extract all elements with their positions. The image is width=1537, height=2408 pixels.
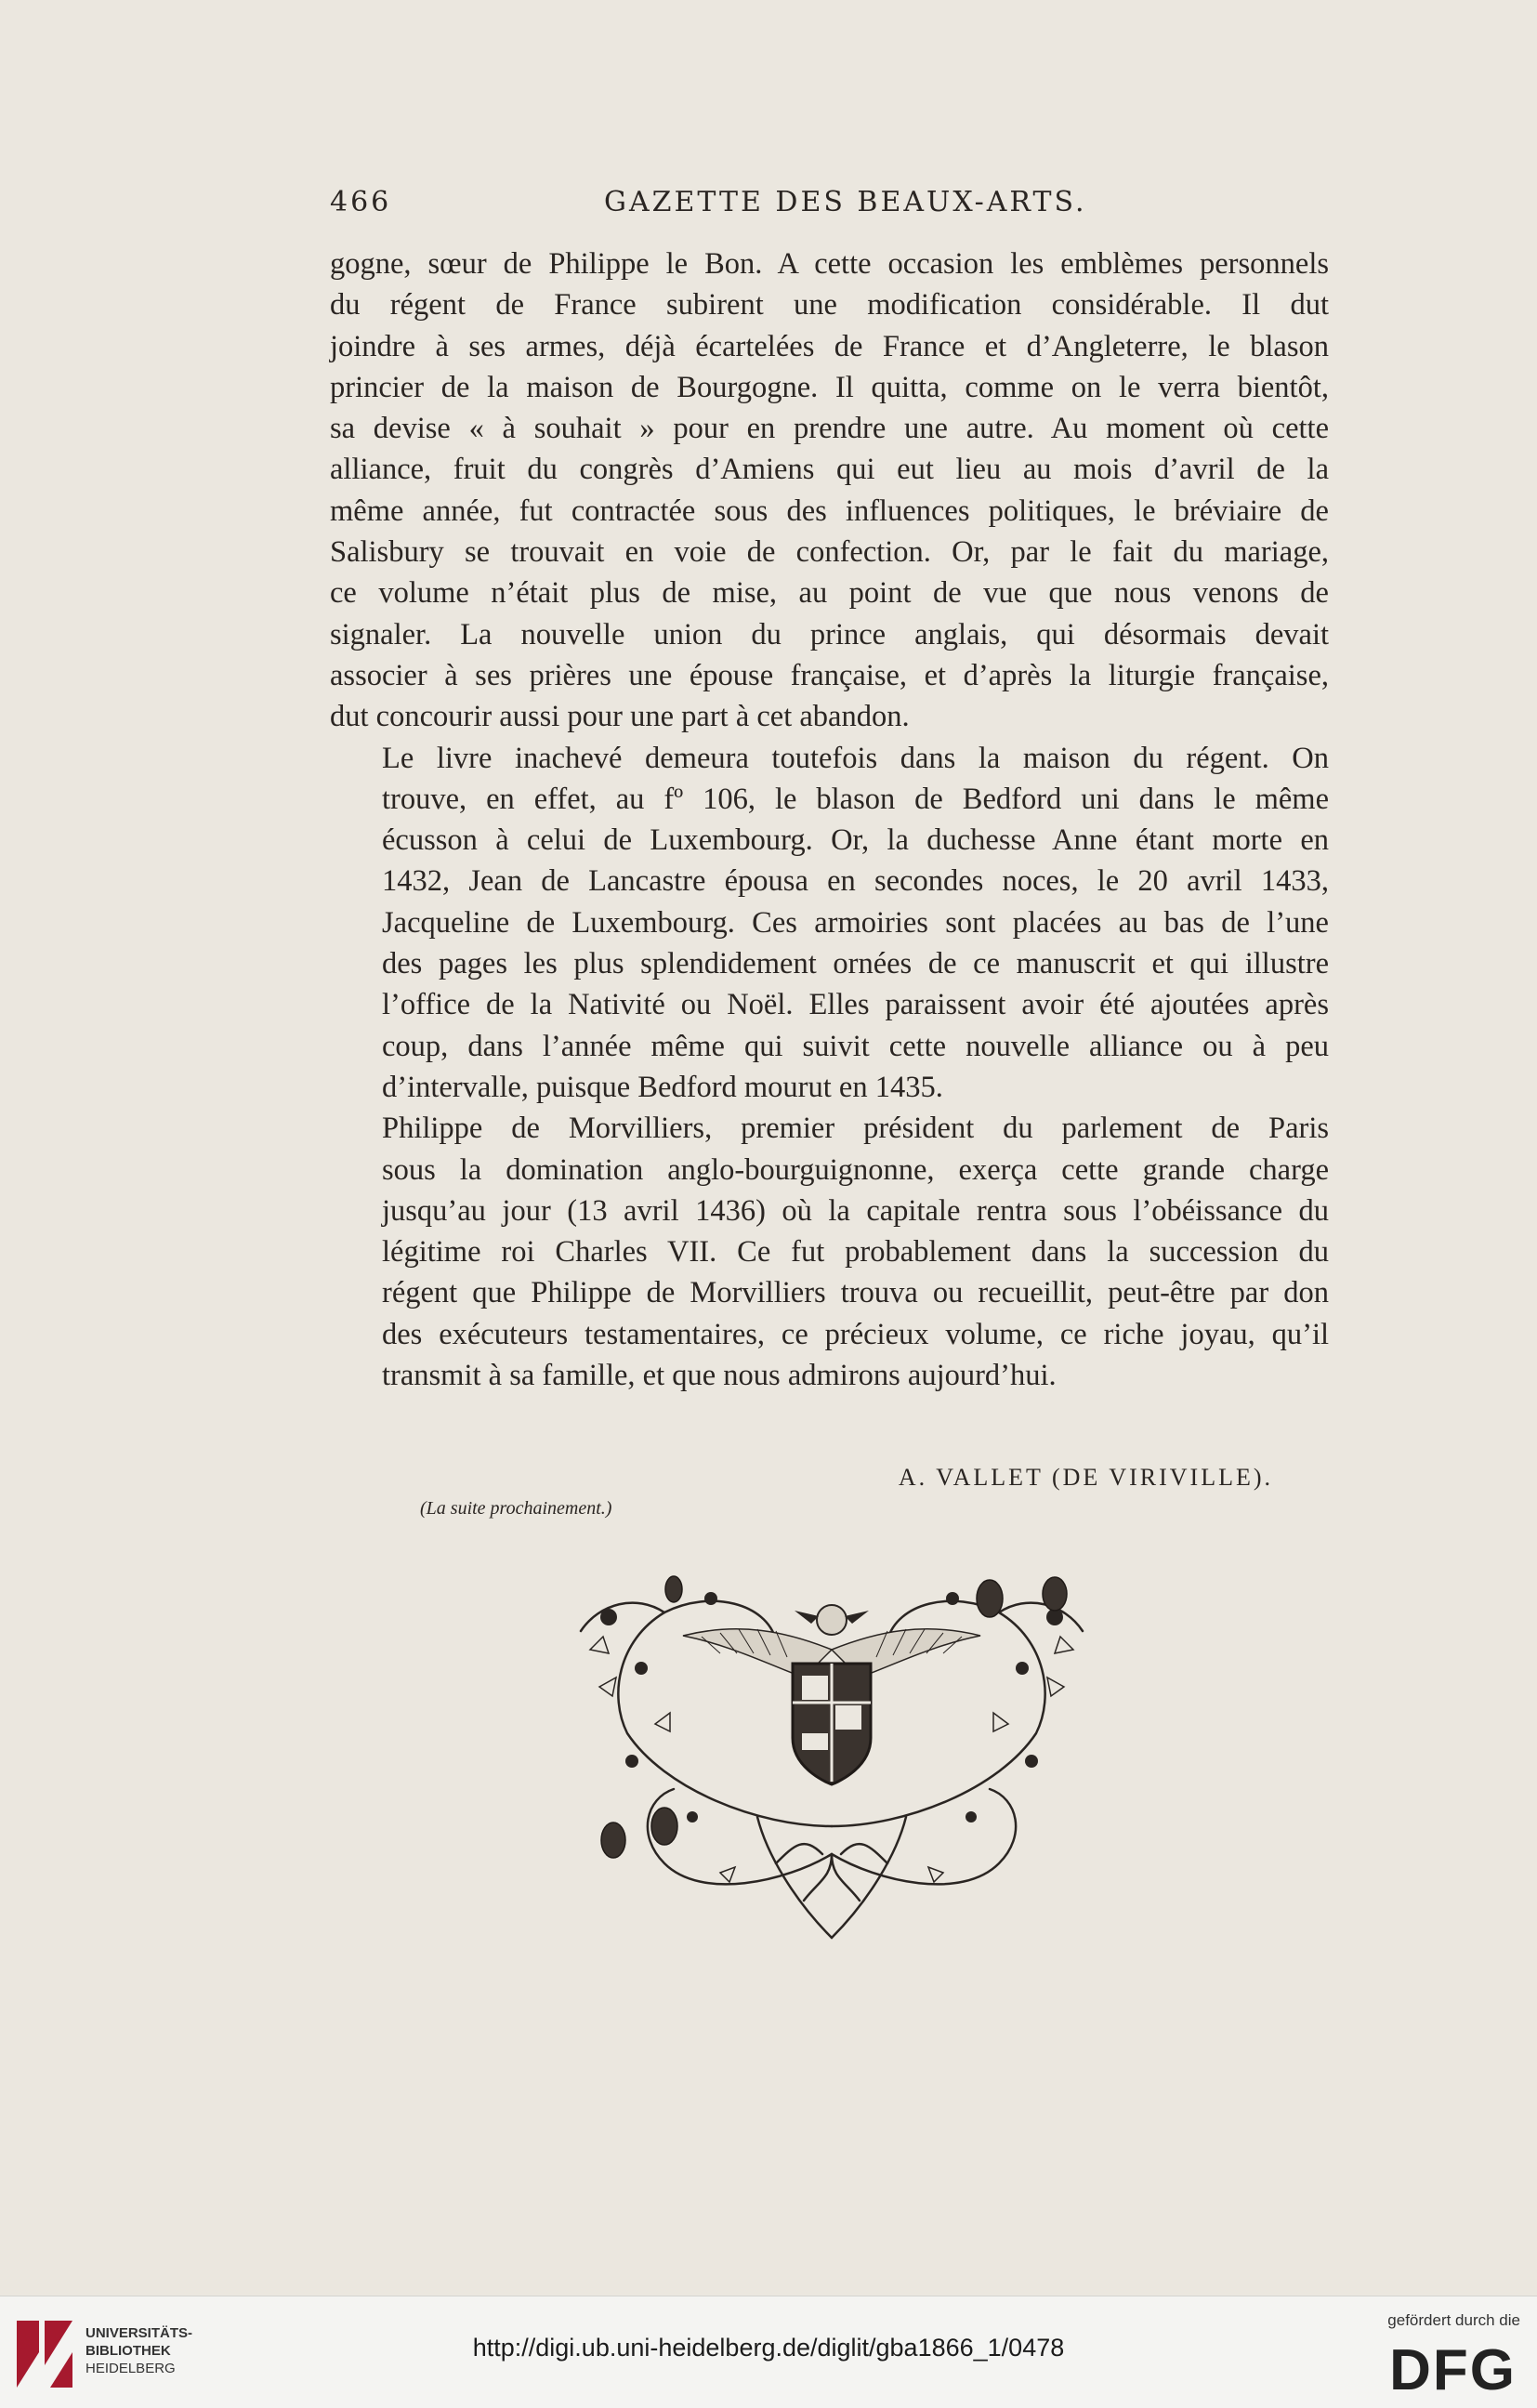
text-line: l’office de la Nativité ou Noël. Elles paraissent avoir été ajoutées après bbox=[382, 988, 1329, 1022]
paragraph bbox=[330, 1108, 1329, 1396]
source-url[interactable]: http://digi.ub.uni-heidelberg.de/diglit/gba1866_1/0478 bbox=[472, 2334, 1065, 2362]
text-line: du régent de France subirent une modification considérable. Il dut bbox=[330, 288, 1329, 322]
text-line: alliance, fruit du congrès d’Amiens qui eut lieu au mois d’avril de la bbox=[330, 453, 1329, 487]
heraldic-vignette-eagle-shield-icon bbox=[553, 1547, 1110, 1956]
paragraph bbox=[330, 243, 1329, 738]
text-line: même année, fut contractée sous des influences politiques, le bréviaire de bbox=[330, 493, 1329, 528]
text-line: signaler. La nouvelle union du prince anglais, qui désormais devait bbox=[330, 617, 1329, 651]
digitization-footer bbox=[0, 2296, 1537, 2408]
text-line: princier de la maison de Bourgogne. Il quitta, comme on le verra bientôt, bbox=[330, 370, 1329, 404]
library-name-line-3: HEIDELBERG bbox=[85, 2361, 176, 2376]
text-line: dut concourir aussi pour une part à cet abandon. bbox=[330, 700, 910, 734]
page-number: 466 bbox=[330, 186, 392, 218]
author-signature: A. VALLET (DE VIRIVILLE). bbox=[898, 1464, 1273, 1491]
text-line: sa devise « à souhait » pour en prendre une autre. Au moment où cette bbox=[330, 412, 1329, 446]
dfg-logo: DFG bbox=[1389, 2338, 1517, 2402]
continuation-note: (La suite prochainement.) bbox=[420, 1498, 612, 1519]
text-line: Jacqueline de Luxembourg. Ces armoiries sont placées au bas de l’une bbox=[382, 905, 1329, 940]
text-line: transmit à sa famille, et que nous admirons aujourd’hui. bbox=[382, 1359, 1057, 1393]
text-line: ce volume n’était plus de mise, au point de vue que nous venons de bbox=[330, 576, 1329, 611]
text-line: joindre à ses armes, déjà écartelées de France et d’Angleterre, le blason bbox=[330, 329, 1329, 363]
journal-title: GAZETTE DES BEAUX-ARTS. bbox=[604, 186, 1087, 218]
funding-caption: gefördert durch die bbox=[1387, 2311, 1520, 2329]
text-line: gogne, sœur de Philippe le Bon. A cette occasion les emblèmes personnels bbox=[330, 247, 1329, 281]
text-line: des exécuteurs testamentaires, ce précieux volume, ce riche joyau, qu’il bbox=[382, 1317, 1329, 1351]
text-line: associer à ses prières une épouse française, et d’après la liturgie française, bbox=[330, 658, 1329, 692]
text-line: des pages les plus splendidement ornées de ce manuscrit et qui illustre bbox=[382, 947, 1329, 981]
paragraph bbox=[330, 738, 1329, 1109]
text-line: régent que Philippe de Morvilliers trouva ou recueillit, peut-être par don bbox=[382, 1276, 1329, 1310]
text-line: légitime roi Charles VII. Ce fut probablement dans la succession du bbox=[382, 1235, 1329, 1270]
text-line: 1432, Jean de Lancastre épousa en secondes noces, le 20 avril 1433, bbox=[382, 864, 1329, 899]
text-line: Salisbury se trouvait en voie de confection. Or, par le fait du mariage, bbox=[330, 535, 1329, 570]
text-line: coup, dans l’année même qui suivit cette nouvelle alliance ou à peu bbox=[382, 1029, 1329, 1063]
text-line: d’intervalle, puisque Bedford mourut en 1435. bbox=[382, 1070, 943, 1104]
library-name-line-2: BIBLIOTHEK bbox=[85, 2343, 171, 2359]
text-line: Philippe de Morvilliers, premier président du parlement de Paris bbox=[382, 1112, 1329, 1146]
text-line: trouve, en effet, au fº 106, le blason de Bedford uni dans le même bbox=[382, 782, 1329, 816]
text-line: écusson à celui de Luxembourg. Or, la duchesse Anne étant morte en bbox=[382, 823, 1329, 858]
text-line: sous la domination anglo-bourguignonne, exerça cette grande charge bbox=[382, 1152, 1329, 1187]
library-name-line-1: UNIVERSITÄTS- bbox=[85, 2325, 193, 2341]
text-line: jusqu’au jour (13 avril 1436) où la capitale rentra sous l’obéissance du bbox=[382, 1193, 1329, 1228]
text-line: Le livre inachevé demeura toutefois dans la maison du régent. On bbox=[382, 741, 1329, 775]
article-body bbox=[330, 243, 1329, 1396]
